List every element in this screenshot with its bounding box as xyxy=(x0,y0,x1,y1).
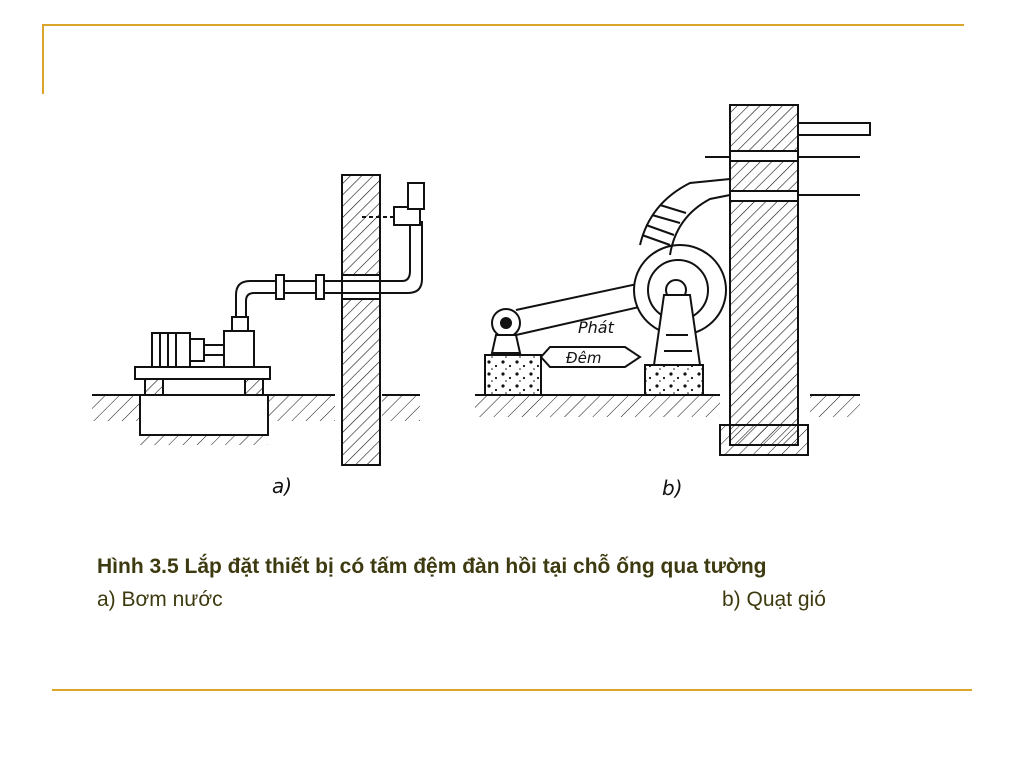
label-dem: Đêm xyxy=(566,349,602,367)
panel-b-label: b) xyxy=(662,476,683,500)
panel-a-label: a) xyxy=(272,474,293,498)
panel-a-pump xyxy=(92,175,424,465)
left-frame-line xyxy=(42,24,44,94)
figure-caption-title: Hình 3.5 Lắp đặt thiết bị có tấm đệm đàn hồi tại chỗ ống qua tường xyxy=(97,555,767,578)
caption-panel-b: b) Quạt gió xyxy=(722,588,826,611)
caption-panel-a: a) Bơm nước xyxy=(97,588,223,611)
bottom-frame-line xyxy=(52,689,972,691)
label-phat: Phát xyxy=(578,318,614,337)
panel-b-fan xyxy=(475,105,870,455)
top-frame-line xyxy=(42,24,964,26)
figure-illustration xyxy=(80,95,880,535)
